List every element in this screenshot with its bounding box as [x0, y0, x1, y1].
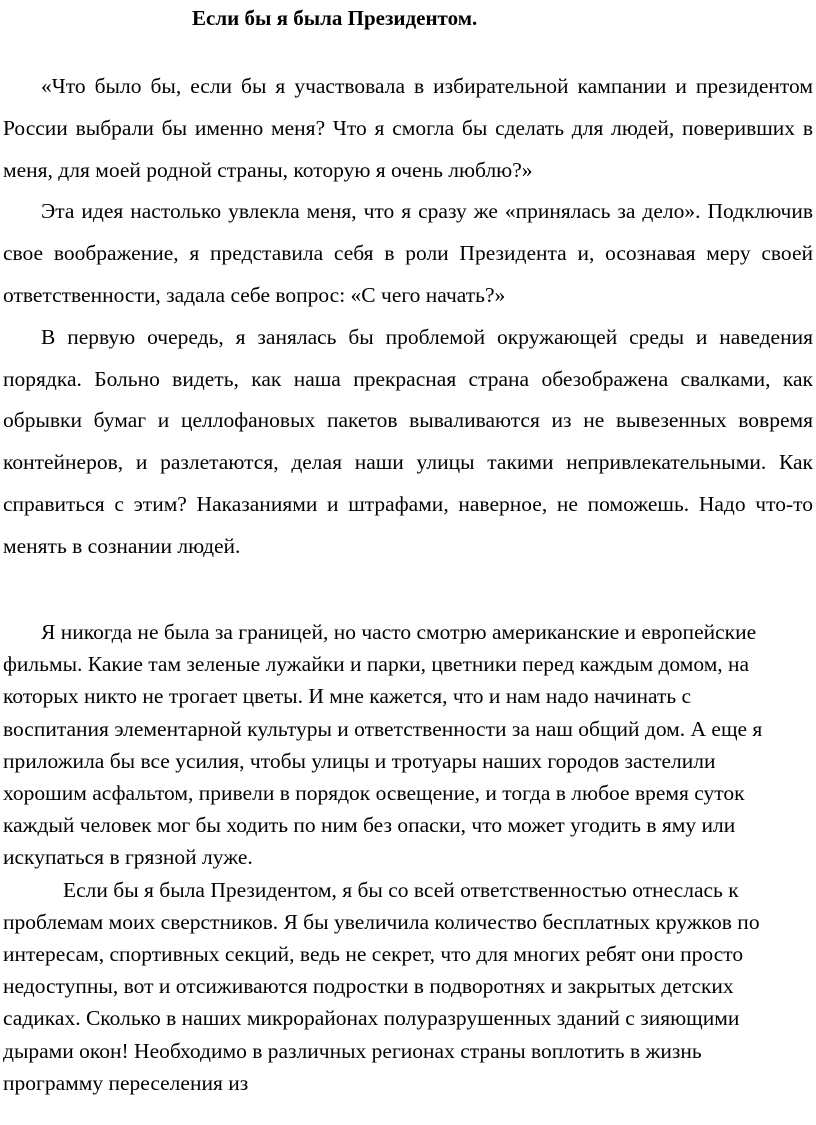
paragraph-5: Если бы я была Президентом, я бы со всей ответственностью отнеслась к проблемам моих сверстников. Я бы увеличила количество бесплатных кружков по интересам, спортивных секций, ведь не секрет, что для многих ребят они просто недоступны, вот и отсиживаются подростки в подворотнях и закрытых детских садиках. Сколько в наших микрорайонах полуразрушенных зданий с зияющими дырами окон! Необходимо в различных регионах страны воплотить в жизнь программу переселения из	[3, 877, 760, 1095]
body-text-left	[3, 616, 793, 1099]
paragraph-2: Эта идея настолько увлекла меня, что я сразу же «принялась за дело». Подключив свое воображение, я представила себя в роли Президента и, осознавая меру своей ответственности, задала себе вопрос: «С чего начать?»	[3, 199, 813, 307]
paragraph-4: Я никогда не была за границей, но часто смотрю американские и европейские фильмы. Какие там зеленые лужайки и парки, цветники перед каждым домом, на которых никто не трогает цветы. И мне кажется, что и нам надо начинать с воспитания элементарной культуры и ответственности за наш общий дом. А еще я приложила бы все усилия, чтобы улицы и тротуары наших городов застелили хорошим асфальтом, привели в порядок освещение, и тогда в любое время суток каждый человек мог бы ходить по ним без опаски, что может угодить в яму или искупаться в грязной луже.	[3, 620, 763, 870]
paragraph-3: В первую очередь, я занялась бы проблемой окружающей среды и наведения порядка. Больно видеть, как наша прекрасная страна обезображена свалками, как обрывки бумаг и целлофановых пакетов вываливаются из не вывезенных вовремя контейнеров, и разлетаются, делая наши улицы такими непривлекательными. Как справиться с этим? Наказаниями и штрафами, наверное, не поможешь. Надо что-то менять в сознании людей.	[3, 324, 813, 558]
body-text-justified	[3, 66, 813, 568]
paragraph-1: «Что было бы, если бы я участвовала в избирательной кампании и президентом России выбрали бы именно меня? Что я смогла бы сделать для людей, поверивших в меня, для моей родной страны, которую я очень люблю?»	[3, 74, 813, 182]
document-title: Если бы я была Президентом.	[192, 6, 478, 30]
